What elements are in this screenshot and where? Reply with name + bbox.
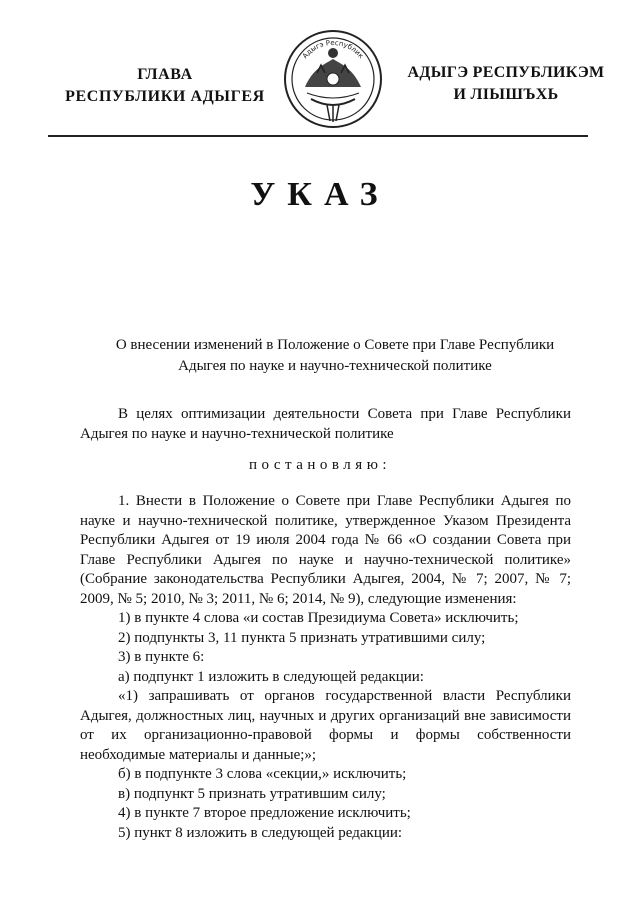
- preamble-block: [80, 405, 571, 444]
- subitem-3a-quote: «1) запрашивать от органов государственной власти Республики Адыгея, должностных лиц, научных и других организаций вне зависимости от их организационно-правовой формы и формы собственности необходимые материалы и данные;»;: [80, 688, 571, 763]
- header-left: [56, 64, 274, 108]
- header-left-line2: РЕСПУБЛИКИ АДЫГЕЯ: [65, 88, 265, 105]
- subject-line-2: Адыгея по науке и научно-технической политике: [178, 358, 492, 374]
- subitem-2: 2) подпункты 3, 11 пункта 5 признать утратившими силу;: [118, 629, 486, 646]
- subitem-1: 1) в пункте 4 слова «и состав Президиума Совета» исключить;: [118, 610, 519, 626]
- subject-line-1: О внесении изменений в Положение о Совете при Главе Республики: [115, 337, 555, 353]
- resolve-word: постановляю:: [248, 457, 392, 473]
- header-right-line1: АДЫГЭ РЕСПУБЛИКЭМ: [407, 64, 605, 81]
- header-divider: [48, 135, 588, 137]
- emblem-text-top: Адыгэ Республик: [300, 38, 366, 61]
- subitem-4: 4) в пункте 7 второе предложение исключить;: [118, 805, 411, 821]
- subitem-3: 3) в пункте 6:: [118, 649, 205, 665]
- subitem-3b: б) в подпункте 3 слова «секции,» исключить;: [118, 766, 407, 782]
- subitem-3c: в) подпункт 5 признать утратившим силу;: [118, 785, 386, 802]
- header-left-line1: ГЛАВА: [137, 66, 193, 83]
- subitem-3a: а) подпункт 1 изложить в следующей редакции:: [118, 668, 424, 685]
- item-1: 1. Внести в Положение о Совете при Главе Республики Адыгея по науке и научно-технической политике, утвержденное Указом Президента Республики Адыгея от 19 июля 2004 года № 66 «О создании Совета при Главе Республики Адыгея по науке и научно-технической политике» (Собрание законодательства Республики Адыгея, 2004, № 7; 2007, № 7; 2009, № 5; 2010, № 3; 2011, № 6; 2014, № 9), следующие изменения:: [80, 493, 571, 607]
- subitem-5: 5) пункт 8 изложить в следующей редакции:: [118, 824, 403, 841]
- document-subject: [100, 335, 570, 377]
- header-right: [388, 62, 624, 106]
- republic-emblem-icon: [283, 29, 383, 133]
- document-title: УКАЗ: [250, 176, 390, 213]
- preamble-text: В целях оптимизации деятельности Совета при Главе Республики Адыгея по науке и научно-технической политике: [80, 406, 571, 442]
- header-right-line2: И ЛІЫШЪХЬ: [453, 86, 559, 103]
- decree-body: [80, 492, 571, 843]
